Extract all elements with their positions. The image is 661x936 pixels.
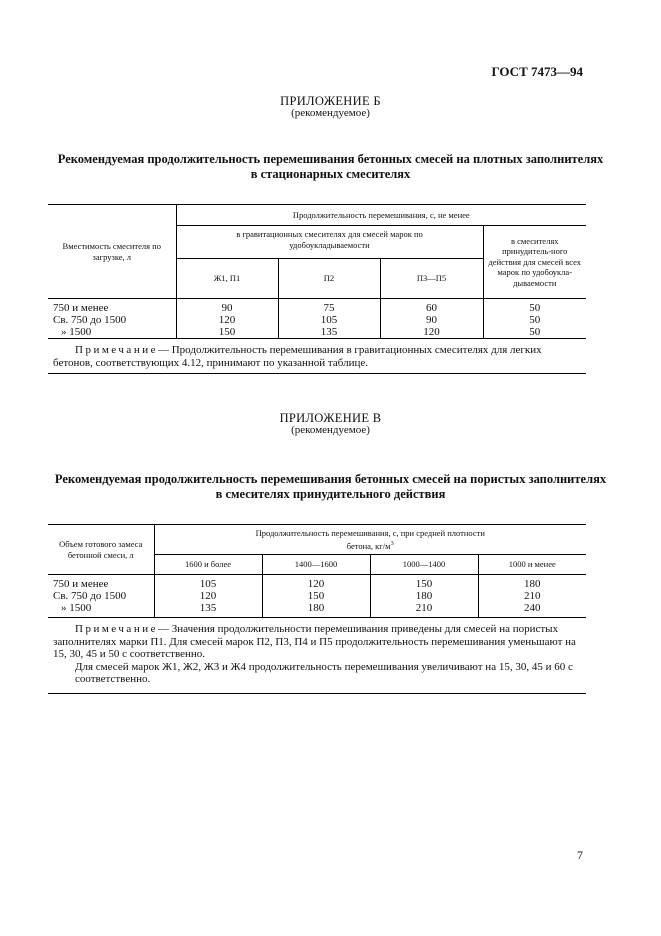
table-row xyxy=(48,299,586,339)
appendix-b-table xyxy=(48,204,586,374)
forced-mixers-header: в смесителях принудитель-ного действия для смесей всех марок по удобоукла-дываемости xyxy=(483,226,586,299)
appendix-v-heading: ПРИЛОЖЕНИЕ В xyxy=(279,411,382,425)
value-cell: 75 105 135 xyxy=(278,299,380,339)
density-header: 1400—1600 xyxy=(262,555,370,575)
value-cell: 120 150 180 xyxy=(262,575,370,618)
appendix-v-note: Примечание— Значения продолжительности перемешивания приведены для смесей на пористых заполнителях марки П1. Для смесей марок П2, П3, П4 и П5 продолжительность перемешивания уменьшают на 15, 30, 45 и 50 с соответственно. Для смесей марок Ж1, Ж2, Ж3 и Ж4 продолжительность перемешивания увеличивают на 15, 30, 45 и 60 с соответственно. xyxy=(53,623,576,685)
table-row xyxy=(48,575,586,618)
appendix-b-note: Примечание— Продолжительность перемешивания в гравитационных смесителях для легких бетонов, соответствующих 4.12, принимают по указанной таблице. xyxy=(53,344,542,369)
appendix-v-status: (рекомендуемое) xyxy=(291,424,370,436)
grade-header: П3—П5 xyxy=(380,259,483,299)
density-header: 1000 и менее xyxy=(478,555,586,575)
value-cell: 90 120 150 xyxy=(176,299,278,339)
capacity-column-header: Вместимость смесителя по загрузке, л xyxy=(48,205,176,299)
document-code: ГОСТ 7473—94 xyxy=(491,64,583,79)
value-cell: 150 180 210 xyxy=(370,575,478,618)
density-header: 1000—1400 xyxy=(370,555,478,575)
appendix-b-title-line1: Рекомендуемая продолжительность перемешивания бетонных смесей на плотных заполнителях xyxy=(57,152,604,166)
appendix-b-heading: ПРИЛОЖЕНИЕ Б xyxy=(280,94,381,108)
value-cell: 180 210 240 xyxy=(478,575,586,618)
page-number: 7 xyxy=(577,848,583,862)
gravity-mixers-header: в гравитационных смесителях для смесей марок по удобоукладываемости xyxy=(176,226,483,259)
grade-header: П2 xyxy=(278,259,380,299)
appendix-b-title-line2: в стационарных смесителях xyxy=(250,167,411,181)
value-cell: 50 50 50 xyxy=(483,299,586,339)
appendix-b-status: (рекомендуемое) xyxy=(291,107,370,119)
row-label: 750 и менее Св. 750 до 1500 » 1500 xyxy=(53,302,127,338)
grade-header: Ж1, П1 xyxy=(176,259,278,299)
row-label: 750 и менее Св. 750 до 1500 » 1500 xyxy=(53,578,127,614)
density-header: 1600 и более xyxy=(154,555,262,575)
appendix-v-title-line1: Рекомендуемая продолжительность перемешивания бетонных смесей на пористых заполнителях xyxy=(54,472,607,486)
value-cell: 105 120 135 xyxy=(154,575,262,618)
duration-group-header: Продолжительность перемешивания, с, не менее xyxy=(176,205,586,226)
volume-column-header: Объем готового замеса бетонной смеси, л xyxy=(48,525,154,575)
appendix-v-title-line2: в смесителях принудительного действия xyxy=(215,487,446,501)
density-group-header: Продолжительность перемешивания, с, при средней плотности бетона, $кг/м^3$ xyxy=(154,525,586,555)
value-cell: 60 90 120 xyxy=(380,299,483,339)
appendix-v-table xyxy=(48,524,586,694)
